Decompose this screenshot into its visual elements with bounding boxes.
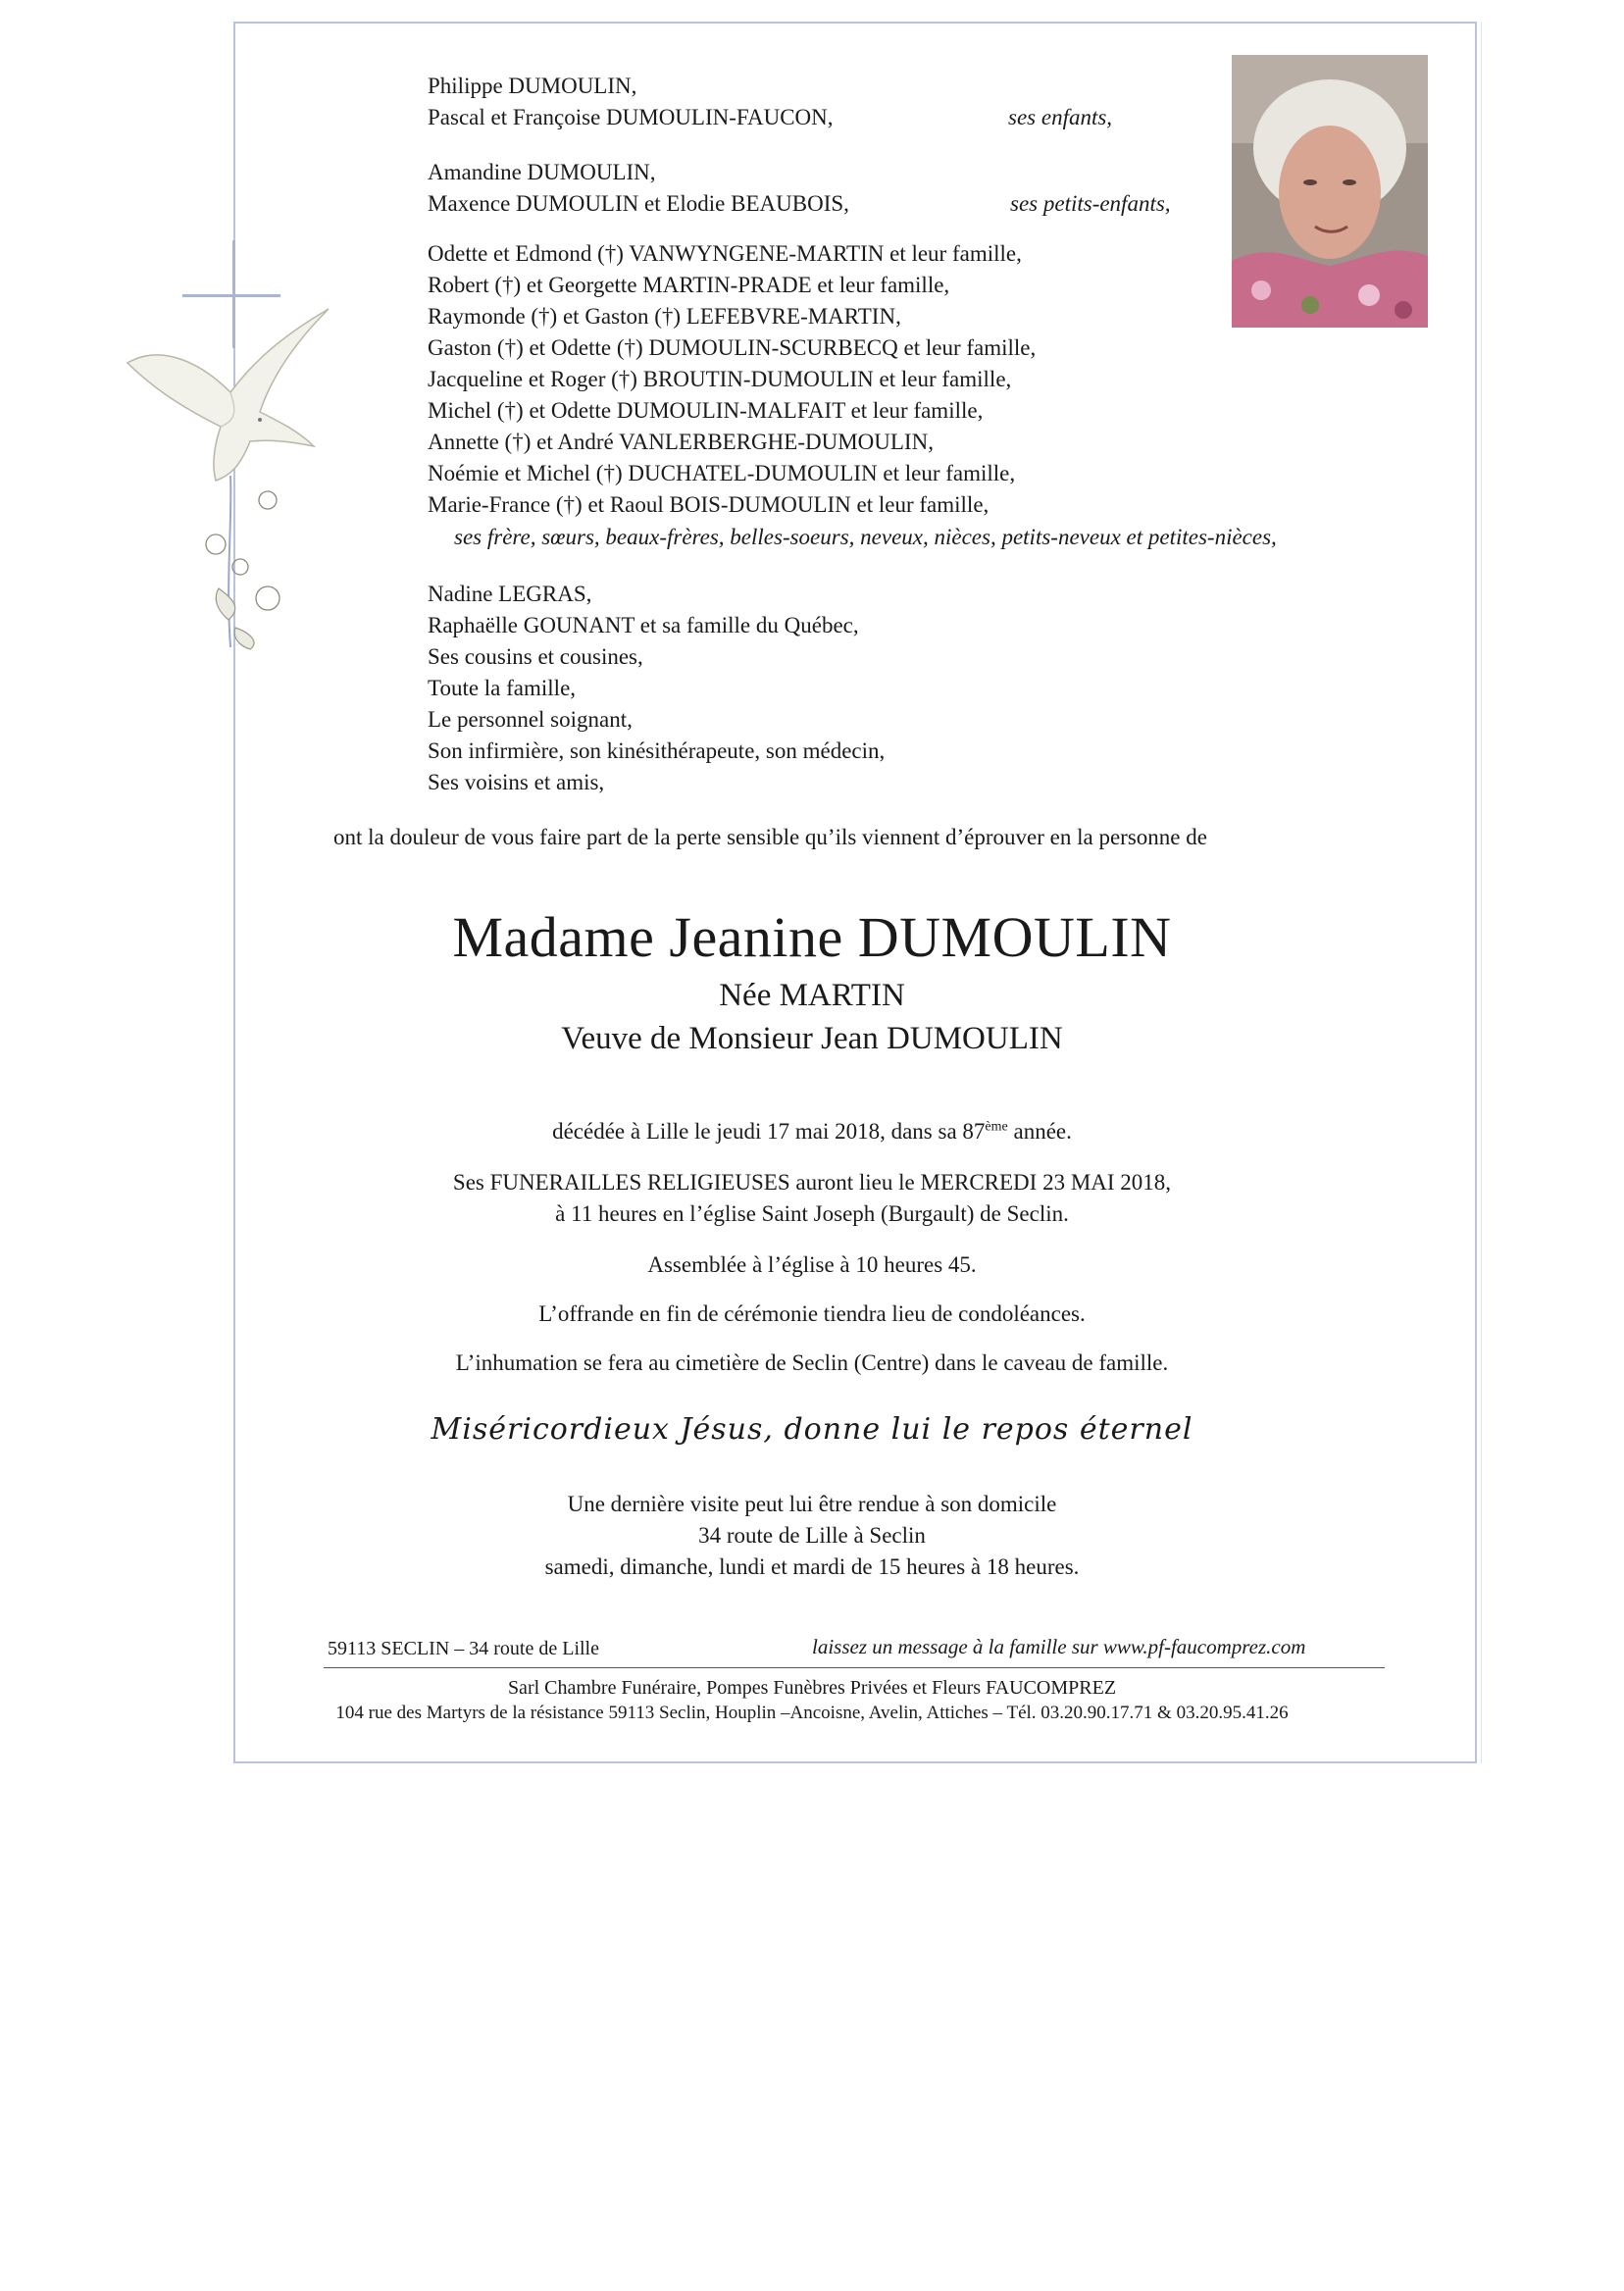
family-line: Jacqueline et Roger (†) BROUTIN-DUMOULIN et leur famille, — [428, 367, 1012, 391]
death-date-end: année. — [1007, 1119, 1072, 1144]
burial-note: L’inhumation se fera au cimetière de Seclin (Centre) dans le caveau de famille. — [455, 1350, 1169, 1375]
assembly-time: Assemblée à l’église à 10 heures 45. — [647, 1252, 977, 1277]
family-line: Annette (†) et André VANLERBERGHE-DUMOULIN, — [428, 430, 934, 454]
family-line: Ses voisins et amis, — [428, 770, 605, 794]
death-date-line — [0, 1118, 1624, 1146]
family-line: Noémie et Michel (†) DUCHATEL-DUMOULIN et leur famille, — [428, 461, 1016, 485]
footer-divider — [324, 1667, 1385, 1668]
family-line: Odette et Edmond (†) VANWYNGENE-MARTIN et leur famille, — [428, 241, 1022, 266]
family-line: Philippe DUMOULIN, — [428, 74, 637, 98]
family-line: Marie-France (†) et Raoul BOIS-DUMOULIN et leur famille, — [428, 492, 990, 517]
prayer-text: Miséricordieux Jésus, donne lui le repos éternel — [431, 1412, 1193, 1447]
funeral-location: à 11 heures en l’église Saint Joseph (Burgault) de Seclin. — [555, 1201, 1069, 1226]
dove-flowers-icon — [123, 304, 338, 677]
family-line: Amandine DUMOULIN, — [428, 160, 656, 184]
relation-label: ses frère, sœurs, beaux-frères, belles-soeurs, neveux, nièces, petits-neveux et petites-nièces, — [454, 525, 1277, 549]
deceased-name: Madame Jeanine DUMOULIN — [452, 905, 1172, 969]
family-line: Le personnel soignant, — [428, 707, 633, 732]
deceased-maiden-name: Née MARTIN — [719, 978, 905, 1013]
visit-line: samedi, dimanche, lundi et mardi de 15 heures à 18 heures. — [544, 1554, 1080, 1579]
relation-label: ses petits-enfants, — [1010, 191, 1171, 216]
family-line: Maxence DUMOULIN et Elodie BEAUBOIS, — [428, 191, 849, 216]
family-line: Michel (†) et Odette DUMOULIN-MALFAIT et leur famille, — [428, 398, 984, 423]
portrait-photo — [1232, 55, 1428, 328]
family-line: Toute la famille, — [428, 676, 577, 700]
funeral-line: Ses FUNERAILLES RELIGIEUSES auront lieu le MERCREDI 23 MAI 2018, — [452, 1170, 1172, 1195]
cross-icon-bar — [182, 294, 280, 297]
footer-address: 59113 SECLIN – 34 route de Lille — [328, 1638, 599, 1659]
family-line: Son infirmière, son kinésithérapeute, son médecin, — [428, 738, 886, 763]
family-line: Gaston (†) et Odette (†) DUMOULIN-SCURBECQ et leur famille, — [428, 335, 1037, 360]
family-line: Nadine LEGRAS, — [428, 582, 592, 606]
announcement-text: ont la douleur de vous faire part de la perte sensible qu’ils viennent d’éprouver en la personne de — [333, 825, 1207, 849]
family-line: Raphaëlle GOUNANT et sa famille du Québec, — [428, 613, 859, 637]
death-date-text: décédée à Lille le jeudi 17 mai 2018, dans sa 87 — [552, 1119, 986, 1144]
offering-note: L’offrande en fin de cérémonie tiendra lieu de condoléances. — [538, 1301, 1086, 1326]
footer-website-message[interactable]: laissez un message à la famille sur www.pf-faucomprez.com — [812, 1635, 1306, 1658]
deceased-widow-of: Veuve de Monsieur Jean DUMOULIN — [561, 1021, 1063, 1056]
footer-company: Sarl Chambre Funéraire, Pompes Funèbres Privées et Fleurs FAUCOMPREZ — [507, 1677, 1117, 1699]
relation-label: ses enfants, — [1008, 105, 1113, 129]
family-line: Pascal et Françoise DUMOULIN-FAUCON, — [428, 105, 834, 129]
family-line: Ses cousins et cousines, — [428, 644, 643, 669]
visit-line: 34 route de Lille à Seclin — [698, 1523, 926, 1548]
footer-contact: 104 rue des Martyrs de la résistance 59113 Seclin, Houplin –Ancoisne, Avelin, Attiches – Tél. 03.20.90.17.71 & 03.20.95.41.26 — [335, 1703, 1289, 1723]
family-line: Robert (†) et Georgette MARTIN-PRADE et leur famille, — [428, 273, 950, 297]
family-line: Raymonde (†) et Gaston (†) LEFEBVRE-MARTIN, — [428, 304, 901, 329]
ordinal-suffix: ème — [985, 1119, 1008, 1135]
visit-line: Une dernière visite peut lui être rendue à son domicile — [567, 1492, 1057, 1516]
